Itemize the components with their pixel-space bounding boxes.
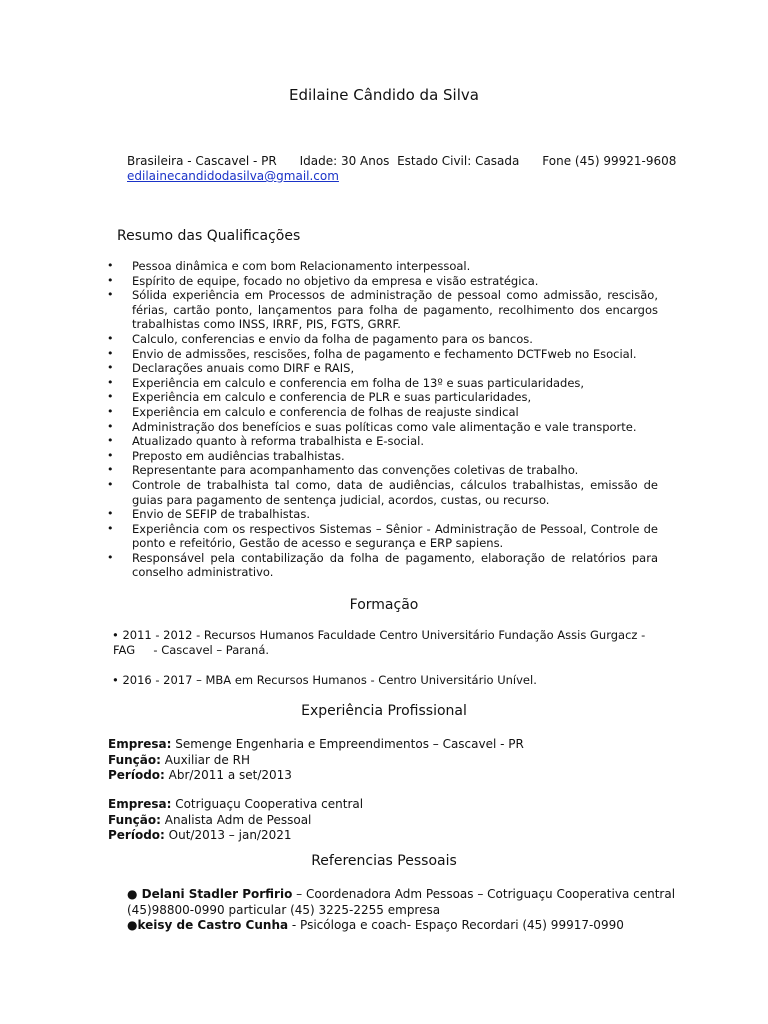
- qualification-text: Preposto em audiências trabalhistas.: [132, 448, 345, 463]
- reference-desc: – Coordenadora Adm Pessoas – Cotriguaçu Cooperativa central: [292, 887, 676, 901]
- qualification-item: [107, 478, 658, 507]
- qualification-item: [107, 332, 658, 347]
- qualification-text: Espírito de equipe, focado no objetivo da empresa e visão estratégica.: [132, 273, 539, 288]
- bullet-icon: •: [107, 361, 114, 375]
- period-value: Abr/2011 a set/2013: [164, 768, 292, 782]
- qualification-text: Experiência em calculo e conferencia de PLR e suas particularidades,: [132, 390, 532, 405]
- bullet-icon: •: [107, 346, 114, 360]
- education-item: • 2016 - 2017 – MBA em Recursos Humanos - Centro Universitário Unível.: [112, 673, 537, 687]
- company-label: Empresa:: [108, 737, 172, 751]
- qualification-text: Declarações anuais como DIRF e RAIS,: [132, 361, 355, 376]
- role-label: Função:: [108, 752, 161, 767]
- qualification-item: [107, 376, 658, 391]
- qualification-text: Administração dos benefícios e suas políticas como vale alimentação e vale transporte.: [132, 419, 637, 434]
- references-title: Referencias Pessoais: [311, 853, 457, 869]
- company-value: Cotriguaçu Cooperativa central: [171, 797, 364, 811]
- qualification-item: [107, 463, 658, 478]
- bullet-icon: •: [107, 273, 114, 287]
- qualification-item: [107, 259, 658, 274]
- qualification-item: [107, 347, 658, 362]
- bullet-icon: •: [107, 463, 114, 477]
- qualification-item: [107, 434, 658, 449]
- bullet-icon: •: [107, 375, 114, 389]
- qualification-item: [107, 390, 658, 405]
- education-title: Formação: [349, 597, 419, 613]
- contact-line: Brasileira - Cascavel - PR Idade: 30 Anos Estado Civil: Casada Fone (45) 99921-9608: [127, 154, 677, 168]
- qualification-text: Atualizado quanto à reforma trabalhista e E-social.: [132, 434, 424, 449]
- experience-title: Experiência Profissional: [301, 703, 467, 719]
- qualification-text: Representante para acompanhamento das convenções coletivas de trabalho.: [132, 463, 579, 478]
- contact-block: [127, 154, 727, 184]
- qualification-text: Pessoa dinâmica e com bom Relacionamento interpessoal.: [132, 259, 471, 273]
- reference-name: ●keisy de Castro Cunha: [127, 918, 289, 932]
- qualification-item: [107, 361, 658, 376]
- candidate-name: Edilaine Cândido da Silva: [289, 86, 479, 104]
- bullet-icon: •: [107, 448, 114, 462]
- qualification-text: Experiência em calculo e conferencia em folha de 13º e suas particularidades,: [132, 375, 585, 390]
- job-entry: [108, 737, 668, 784]
- education-item: [112, 628, 652, 658]
- bullet-icon: •: [107, 390, 114, 404]
- qualification-text: Calculo, conferencias e envio da folha de pagamento para os bancos.: [132, 331, 533, 346]
- qualification-item: [107, 449, 658, 464]
- role-label: Função:: [108, 812, 161, 827]
- bullet-icon: •: [107, 507, 114, 521]
- period-value: Out/2013 – jan/2021: [164, 828, 292, 842]
- period-label: Período:: [108, 768, 165, 782]
- reference-name: ● Delani Stadler Porfirio: [127, 887, 293, 901]
- qualification-text: Envio de admissões, rescisões, folha de pagamento e fechamento DCTFweb no Esocial.: [132, 346, 637, 361]
- role-value: Auxiliar de RH: [160, 752, 250, 767]
- qualification-item: [107, 551, 658, 580]
- qualification-text: Controle de trabalhista tal como, data de audiências, cálculos trabalhistas, emissão de guias para pagamento de sentença judicial, acordos, custas, ou recurso.: [132, 477, 658, 507]
- qualification-text: Sólida experiência em Processos de administração de pessoal como admissão, rescisão, férias, cartão ponto, lançamentos para folha de pagamento, recolhimento dos encargos trabalhistas como INSS, IRRF, PIS, FGTS, GRRF.: [132, 288, 658, 332]
- qualification-item: [107, 522, 658, 551]
- qualification-text: Envio de SEFIP de trabalhistas.: [132, 507, 310, 522]
- qualification-item: [107, 507, 658, 522]
- job-entry: [108, 797, 668, 844]
- references-block: [127, 887, 687, 934]
- education-item-line: • 2011 - 2012 - Recursos Humanos Faculdade Centro Universitário Fundação Assis Gurgacz -: [112, 628, 646, 642]
- education-item-line: FAG - Cascavel – Paraná.: [113, 643, 270, 657]
- role-value: Analista Adm de Pessoal: [160, 812, 312, 827]
- qualification-text: Experiência com os respectivos Sistemas – Sênior - Administração de Pessoal, Controle de ponto e refeitório, Gestão de acesso e segurança e ERP sapiens.: [132, 521, 658, 551]
- bullet-icon: •: [107, 259, 114, 272]
- bullet-icon: •: [107, 550, 114, 564]
- bullet-icon: •: [107, 404, 114, 418]
- bullet-icon: •: [107, 434, 114, 448]
- qualification-item: [107, 288, 658, 332]
- qualification-item: [107, 405, 658, 420]
- qualification-item: [107, 420, 658, 435]
- bullet-icon: •: [107, 419, 114, 433]
- qualifications-list: [107, 259, 658, 580]
- qualifications-title: Resumo das Qualificações: [117, 228, 301, 244]
- reference-phones: (45)98800-0990 particular (45) 3225-2255 empresa: [127, 902, 441, 917]
- reference-desc: - Psicóloga e coach- Espaço Recordari (45) 99917-0990: [288, 918, 624, 932]
- qualification-text: Responsável pela contabilização da folha de pagamento, elaboração de relatórios para conselho administrativo.: [132, 550, 658, 580]
- email-link[interactable]: edilainecandidodasilva@gmail.com: [127, 169, 339, 183]
- bullet-icon: •: [107, 521, 114, 535]
- bullet-icon: •: [107, 477, 114, 491]
- period-label: Período:: [108, 828, 165, 842]
- company-value: Semenge Engenharia e Empreendimentos – Cascavel - PR: [171, 737, 524, 751]
- bullet-icon: •: [107, 331, 114, 345]
- bullet-icon: •: [107, 288, 114, 302]
- qualification-text: Experiência em calculo e conferencia de folhas de reajuste sindical: [132, 404, 519, 419]
- company-label: Empresa:: [108, 797, 172, 811]
- qualification-item: [107, 274, 658, 289]
